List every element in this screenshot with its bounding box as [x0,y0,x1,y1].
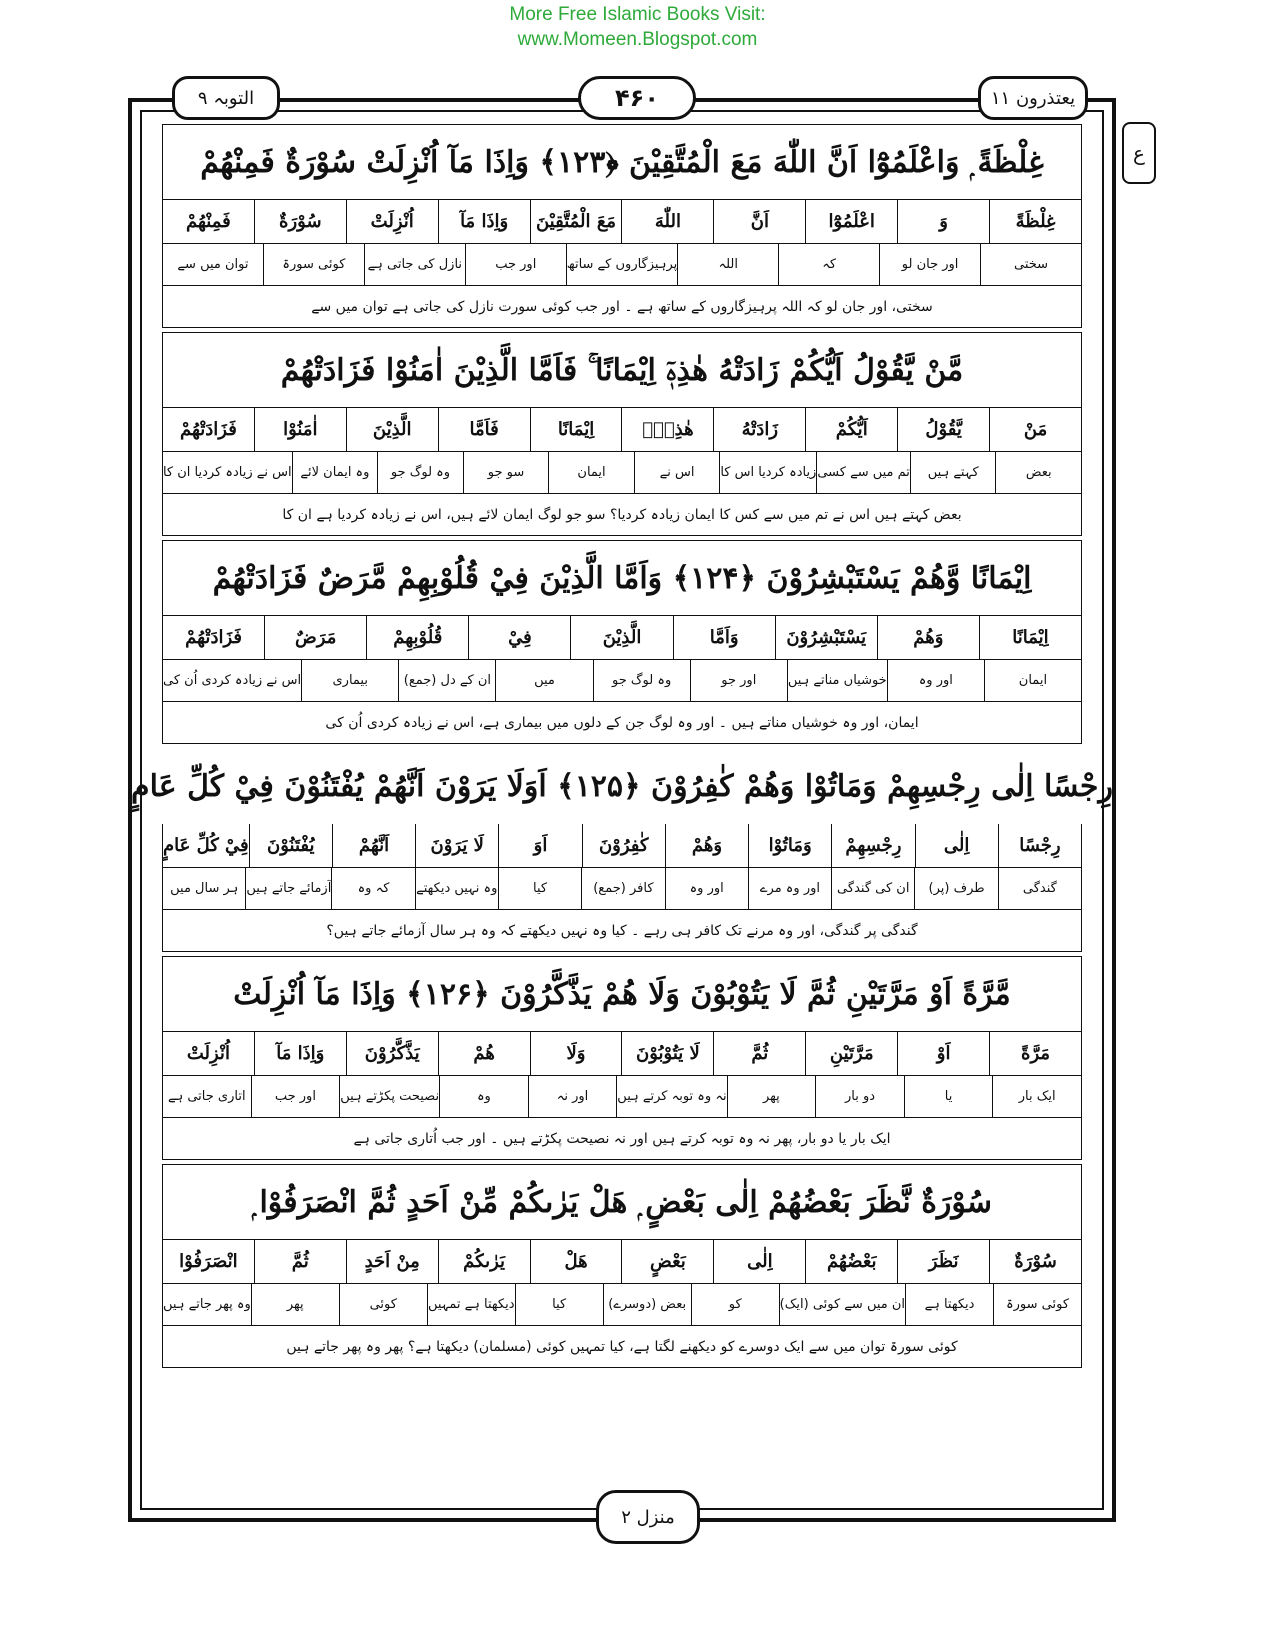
arabic-word-cell: اللّٰهَ [621,200,713,243]
page-number: ۴۶۰ [578,76,696,120]
arabic-word-cell: مَرَّتَيْنِ [805,1032,897,1075]
urdu-meaning-cell: اور جب [465,244,566,285]
urdu-meaning-cell: ان کی گندگی [831,868,914,909]
urdu-meaning-cell: اور جب [251,1076,340,1117]
urdu-meaning-cell: یا [904,1076,993,1117]
arabic-word-cell: اعْلَمُوْٓا [805,200,897,243]
urdu-meaning-cell: زیادہ کردیا اس کا [719,452,816,493]
arabic-word-cell: وَمَاتُوْا [748,824,831,867]
word-row [162,616,1082,660]
arabic-word-cell: زَادَتْهُ [713,408,805,451]
meaning-row [162,660,1082,702]
arabic-word-cell: وَهُمْ [877,616,979,659]
arabic-word-cell: اَيُّكُمْ [805,408,897,451]
arabic-word-cell: اِلٰى [915,824,998,867]
urdu-meaning-cell: خوشیاں مناتے ہیں [787,660,887,701]
word-row [162,200,1082,244]
arabic-verse-line: سُوْرَةٌ نَّظَرَ بَعْضُهُمْ اِلٰى بَعْضٍ ۭ هَلْ يَرٰىكُمْ مِّنْ اَحَدٍ ثُمَّ انْصَرَفُوْا ۭ [162,1164,1082,1240]
urdu-meaning-cell: اتاری جاتی ہے [167,1089,246,1104]
urdu-translation-line: بعض کہتے ہیں اس نے تم میں سے کس کا ایمان زیادہ کردیا؟ سو جو لوگ ایمان لائے ہیں، اس نے زیادہ کردیا ہے ان کا [162,494,1082,536]
arabic-verse-line: مَّنْ يَّقُوْلُ اَيُّكُمْ زَادَتْهُ هٰذِهٖٓ اِيْمَانًا ۚ فَاَمَّا الَّذِيْنَ اٰمَنُوْا فَزَادَتْهُمْ [162,332,1082,408]
arabic-word-cell: ثُمَّ [713,1032,805,1075]
arabic-word-cell: هَلْ [530,1240,622,1283]
arabic-word-cell: وَهُمْ [665,824,748,867]
urdu-meaning-cell: توان میں سے [177,257,249,272]
arabic-word-cell: وَلَا [530,1032,622,1075]
arabic-word-cell: رِجْسًا [998,824,1081,867]
arabic-word-cell: قُلُوْبِهِمْ [366,616,468,659]
website-notice [0,2,1275,52]
arabic-word-cell: اَوَ [498,824,581,867]
urdu-meaning-cell: وہ لوگ جو [377,452,463,493]
urdu-meaning-cell: اس نے [634,452,720,493]
urdu-translation-line: گندگی پر گندگی، اور وہ مرنے تک کافر ہی رہے ۔ کیا وہ نہیں دیکھتے کہ وہ ہر سال آزمائے جاتے ہیں؟ [162,910,1082,952]
urdu-meaning-cell: اور وہ [887,660,984,701]
arabic-word-cell: ثُمَّ [254,1240,346,1283]
urdu-meaning-cell: سو جو [463,452,549,493]
meaning-row [162,1076,1082,1118]
arabic-word-cell: فَمِنْهُمْ [186,211,231,232]
arabic-word-cell: مِنْ اَحَدٍ [346,1240,438,1283]
urdu-meaning-cell: پھر [727,1076,816,1117]
arabic-word-cell: وَاِذَا مَآ [438,200,530,243]
arabic-word-cell: فَزَادَتْهُمْ [179,419,237,440]
urdu-meaning-cell: اور وہ مرے [748,868,831,909]
urdu-meaning-cell: وہ نہیں دیکھتے [415,868,498,909]
urdu-meaning-cell: سختی [980,244,1081,285]
urdu-meaning-cell: کہ وہ [331,868,414,909]
arabic-word-cell: اَنَّهُمْ [332,824,415,867]
urdu-meaning-cell: اس نے زیادہ کردیا ان کا [162,465,292,480]
arabic-word-cell: اَوْ [897,1032,989,1075]
arabic-word-cell: هُمْ [438,1032,530,1075]
urdu-meaning-cell: کہتے ہیں [910,452,996,493]
urdu-meaning-cell: دو بار [815,1076,904,1117]
urdu-meaning-cell: وہ [439,1076,528,1117]
arabic-word-cell: سُوْرَةٌ [989,1240,1081,1283]
arabic-word-cell: مَرَّةً [989,1032,1081,1075]
urdu-meaning-cell: ان کے دل (جمع) [398,660,495,701]
urdu-meaning-cell: نازل کی جاتی ہے [364,244,465,285]
urdu-translation-line: کوئی سورۃ توان میں سے ایک دوسرے کو دیکھنے لگتا ہے، کیا تمہیں کوئی (مسلمان) دیکھتا ہے؟ پھر وہ پھر جاتے ہیں [162,1326,1082,1368]
arabic-word-cell: بَعْضُهُمْ [805,1240,897,1283]
urdu-meaning-cell: کوئی [339,1284,427,1325]
urdu-meaning-cell: کوئی سورۃ [993,1284,1081,1325]
arabic-word-cell: يُفْتَنُوْنَ [249,824,332,867]
website-url[interactable]: www.Momeen.Blogspot.com [517,29,758,50]
arabic-word-cell: بَعْضٍ [621,1240,713,1283]
arabic-verse-line: اِيْمَانًا وَّهُمْ يَسْتَبْشِرُوْنَ ﴿۱۲۴﴾ وَاَمَّا الَّذِيْنَ فِيْ قُلُوْبِهِمْ مَّرَضٌ فَزَادَتْهُمْ [162,540,1082,616]
urdu-meaning-cell: کہ [778,244,879,285]
arabic-word-cell: اِلٰى [713,1240,805,1283]
word-row [162,824,1082,868]
meaning-row [162,244,1082,286]
urdu-meaning-cell: اس نے زیادہ کردی اُن کی [163,673,302,688]
arabic-word-cell: مَرَضٌ [264,616,366,659]
urdu-meaning-cell: بعض [995,452,1081,493]
urdu-meaning-cell: آزمائے جاتے ہیں [245,868,331,909]
arabic-word-cell: الَّذِيْنَ [570,616,672,659]
arabic-word-cell: نَظَرَ [897,1240,989,1283]
arabic-word-cell: هٰذِهٖٓ [621,408,713,451]
surah-name-label: التوبہ ۹ [172,76,280,120]
urdu-meaning-cell: دیکھتا ہے [905,1284,993,1325]
urdu-meaning-cell: اللہ [677,244,778,285]
urdu-meaning-cell: وہ ایمان لائے [292,452,378,493]
urdu-meaning-cell: پھر [251,1284,339,1325]
para-name-label: یعتذرون ۱۱ [978,76,1088,120]
arabic-word-cell: فَزَادَتْهُمْ [185,627,242,648]
urdu-meaning-cell: بعض (دوسرے) [603,1284,691,1325]
arabic-verse-line: مَّرَّةً اَوْ مَرَّتَيْنِ ثُمَّ لَا يَتُوْبُوْنَ وَلَا هُمْ يَذَّكَّرُوْنَ ﴿۱۲۶﴾ وَاِذَا مَآ اُنْزِلَتْ [162,956,1082,1032]
arabic-word-cell: سُوْرَةٌ [254,200,346,243]
arabic-word-cell: اَنَّ [713,200,805,243]
arabic-word-cell: يَسْتَبْشِرُوْنَ [775,616,877,659]
word-row [162,1032,1082,1076]
arabic-verse-line: غِلْظَةً ۭ وَاعْلَمُوْٓا اَنَّ اللّٰهَ مَعَ الْمُتَّقِيْنَ ﴿۱۲۳﴾ وَاِذَا مَآ اُنْزِلَتْ سُوْرَةٌ فَمِنْهُمْ [162,124,1082,200]
urdu-meaning-cell: تم میں سے کسی [816,452,910,493]
urdu-meaning-cell: بیماری [301,660,398,701]
arabic-word-cell: فَاَمَّا [438,408,530,451]
urdu-meaning-cell: ان میں سے کوئی (ایک) [779,1284,905,1325]
urdu-meaning-cell: دیکھتا ہے تمہیں [427,1284,515,1325]
urdu-meaning-cell: کو [691,1284,779,1325]
website-notice-line-1: More Free Islamic Books Visit: [509,4,766,25]
urdu-translation-line: سختی، اور جان لو کہ اللہ پرہیزگاروں کے ساتھ ہے ۔ اور جب کوئی سورت نازل کی جاتی ہے توان میں سے [162,286,1082,328]
urdu-meaning-cell: وہ پھر جاتے ہیں [163,1297,251,1312]
arabic-word-cell: وَاَمَّا [673,616,775,659]
urdu-meaning-cell: اور جان لو [879,244,980,285]
manzil-label: منزل ۲ [596,1490,700,1544]
urdu-meaning-cell: وہ لوگ جو [593,660,690,701]
arabic-word-cell: وَاِذَا مَآ [254,1032,346,1075]
arabic-word-cell: انْصَرَفُوْا [179,1251,238,1272]
urdu-meaning-cell: اور نہ [528,1076,617,1117]
arabic-word-cell: كٰفِرُوْنَ [582,824,665,867]
arabic-word-cell: يَذَّكَّرُوْنَ [346,1032,438,1075]
urdu-meaning-cell: ایمان [984,660,1081,701]
arabic-word-cell: وَ [897,200,989,243]
arabic-word-cell: يَّقُوْلُ [897,408,989,451]
arabic-word-cell: مَعَ الْمُتَّقِيْنَ [530,200,622,243]
arabic-word-cell: مَنْ [989,408,1081,451]
arabic-word-cell: لَا يَرَوْنَ [415,824,498,867]
arabic-verse-line: رِجْسًا اِلٰى رِجْسِهِمْ وَمَاتُوْا وَهُمْ كٰفِرُوْنَ ﴿۱۲۵﴾ اَوَلَا يَرَوْنَ اَنَّهُمْ يُفْتَنُوْنَ فِيْ كُلِّ عَامٍ [131,768,1113,804]
urdu-translation-line: ایک بار یا دو بار، پھر نہ وہ توبہ کرتے ہیں اور نہ نصیحت پکڑتے ہیں ۔ اور جب اُتاری جاتی ہے [162,1118,1082,1160]
arabic-word-cell: يَرٰىكُمْ [438,1240,530,1283]
arabic-word-cell: اِيْمَانًا [979,616,1081,659]
arabic-word-cell: الَّذِيْنَ [346,408,438,451]
arabic-word-cell: غِلْظَةً [989,200,1081,243]
arabic-word-cell: فِيْ كُلِّ عَامٍ [162,835,249,856]
arabic-word-cell: لَا يَتُوْبُوْنَ [621,1032,713,1075]
meaning-row [162,1284,1082,1326]
page-content [131,124,1113,1368]
urdu-meaning-cell: اور جو [690,660,787,701]
urdu-meaning-cell: کوئی سورۃ [263,244,364,285]
urdu-meaning-cell: ہر سال میں [170,881,239,896]
arabic-word-cell: فِيْ [468,616,570,659]
ruku-side-mark: ع [1122,122,1156,184]
arabic-word-cell: رِجْسِهِمْ [831,824,914,867]
urdu-meaning-cell: نصیحت پکڑتے ہیں [339,1076,439,1117]
arabic-word-cell: اِيْمَانًا [530,408,622,451]
word-row [162,1240,1082,1284]
urdu-meaning-cell: پرہیزگاروں کے ساتھ [566,244,678,285]
urdu-meaning-cell: کیا [498,868,581,909]
urdu-meaning-cell: کافر (جمع) [581,868,664,909]
urdu-meaning-cell: اور وہ [665,868,748,909]
word-row [162,408,1082,452]
arabic-word-cell: اٰمَنُوْا [254,408,346,451]
arabic-word-cell: اُنْزِلَتْ [346,200,438,243]
arabic-word-cell: اُنْزِلَتْ [186,1043,230,1064]
urdu-meaning-cell: ایمان [548,452,634,493]
meaning-row [162,452,1082,494]
urdu-meaning-cell: ایک بار [992,1076,1081,1117]
urdu-meaning-cell: طرف (پر) [914,868,997,909]
urdu-meaning-cell: کیا [515,1284,603,1325]
urdu-translation-line: ایمان، اور وہ خوشیاں مناتے ہیں ۔ اور وہ لوگ جن کے دلوں میں بیماری ہے، اس نے زیادہ کردی اُن کی [162,702,1082,744]
urdu-meaning-cell: نہ وہ توبہ کرتے ہیں [616,1076,726,1117]
meaning-row [162,868,1082,910]
urdu-meaning-cell: گندگی [998,868,1081,909]
urdu-meaning-cell: میں [495,660,592,701]
